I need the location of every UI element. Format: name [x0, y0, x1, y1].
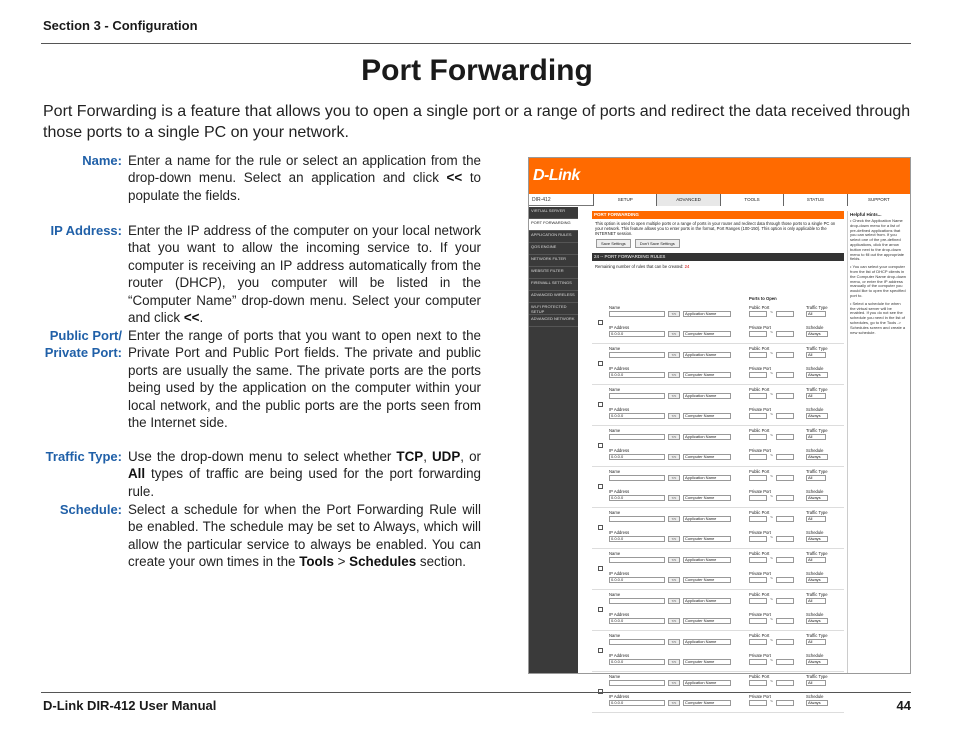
private-port-start[interactable] — [749, 454, 767, 460]
rule-enable-checkbox[interactable] — [598, 525, 603, 530]
private-port-label: Private Port — [749, 325, 771, 330]
ip-fill-button[interactable]: << — [668, 495, 680, 501]
schedule-label: Schedule — [806, 653, 824, 658]
schedule-label: Schedule — [806, 694, 824, 699]
private-port-label: Private Port — [749, 694, 771, 699]
schedule-select[interactable]: Always — [806, 618, 828, 624]
public-port-label: Public Port — [749, 633, 770, 638]
public-port-start[interactable] — [749, 598, 767, 604]
ip-fill-button[interactable]: << — [668, 372, 680, 378]
private-port-end[interactable] — [776, 372, 794, 378]
traffic-type-label: Traffic Type — [806, 551, 828, 556]
tilde: ~ — [770, 679, 773, 685]
name-input[interactable] — [609, 516, 665, 522]
nav-item-qos-engine[interactable]: QOS ENGINE — [529, 243, 578, 255]
dlink-banner — [529, 158, 910, 194]
private-port-end[interactable] — [776, 413, 794, 419]
ip-fill-button[interactable]: << — [668, 536, 680, 542]
top-divider — [41, 43, 911, 44]
desc-schedule: Select a schedule for when the Port Forwarding Rule will be enabled. The schedule may be set to Always, which will allow the particular service to always be enabled. You can create your own times in the Tools > Schedules section. — [128, 502, 481, 570]
page-title: Port Forwarding — [361, 54, 593, 87]
desc-name: Enter a name for the rule or select an application from the drop-down menu. Select an application and click << to populate the fields. — [128, 153, 482, 203]
rule-enable-checkbox[interactable] — [598, 484, 603, 489]
name-label: Name — [609, 592, 621, 597]
private-port-label: Private Port — [749, 653, 771, 658]
ip-label: IP Address — [609, 366, 630, 371]
ip-input[interactable]: 0.0.0.0 — [609, 618, 665, 624]
public-port-start[interactable] — [749, 680, 767, 686]
private-port-label: Private Port — [749, 489, 771, 494]
application-name-select[interactable]: Application Name — [683, 557, 731, 563]
application-name-select[interactable]: Application Name — [683, 311, 731, 317]
private-port-label: Private Port — [749, 571, 771, 576]
ip-input[interactable]: 0.0.0.0 — [609, 372, 665, 378]
computer-name-select[interactable]: Computer Name — [683, 659, 731, 665]
remaining-label: Remaining number of rules that can be created: — [595, 264, 684, 269]
application-name-select[interactable]: Application Name — [683, 393, 731, 399]
nav-item-virtual-server[interactable]: VIRTUAL SERVER — [529, 207, 578, 219]
traffic-type-label: Traffic Type — [806, 387, 828, 392]
public-port-label: Public Port — [749, 305, 770, 310]
public-port-end[interactable] — [776, 352, 794, 358]
nav-item-advanced-network[interactable]: ADVANCED NETWORK — [529, 315, 578, 327]
rule-row — [592, 344, 844, 385]
computer-name-select[interactable]: Computer Name — [683, 413, 731, 419]
name-input[interactable] — [609, 475, 665, 481]
app-fill-button[interactable]: << — [668, 393, 680, 399]
name-label: Name — [609, 346, 621, 351]
tilde: ~ — [770, 576, 773, 582]
name-input[interactable] — [609, 352, 665, 358]
computer-name-select[interactable]: Computer Name — [683, 454, 731, 460]
public-port-start[interactable] — [749, 434, 767, 440]
tab-support[interactable]: SUPPORT — [847, 194, 910, 206]
section-header: Section 3 - Configuration — [43, 18, 198, 33]
schedule-label: Schedule — [806, 366, 824, 371]
private-port-label: Private Port — [749, 530, 771, 535]
name-label: Name — [609, 387, 621, 392]
rule-row — [592, 590, 844, 631]
hint-item: • Check the Application Name drop-down menu for a list of pre-defined applications that you can select from. If you select one of the pre-defined applications, click the arrow button next to the drop-down menu to fill out the appropriate fields. — [850, 218, 905, 262]
schedule-label: Schedule — [806, 612, 824, 617]
nav-item-application-rules[interactable]: APPLICATION RULES — [529, 231, 578, 243]
rule-enable-checkbox[interactable] — [598, 648, 603, 653]
intro-paragraph: Port Forwarding is a feature that allows you to open a single port or a range of ports and redirect the data received through those ports to a single PC on your network. — [43, 103, 911, 141]
desc-ip-address: Enter the IP address of the computer on your local network that you want to allow the incoming service to. If your computer is receiving an IP address automatically from the router (DHCP), you computer will be listed in the “Computer Name” drop-down menu. Select your computer and click <<. — [128, 223, 481, 326]
ip-input[interactable]: 0.0.0.0 — [609, 413, 665, 419]
dont-save-settings-button[interactable]: Don't Save Settings — [635, 239, 680, 248]
rule-enable-checkbox[interactable] — [598, 320, 603, 325]
schedule-label: Schedule — [806, 407, 824, 412]
computer-name-select[interactable]: Computer Name — [683, 372, 731, 378]
public-port-end[interactable] — [776, 639, 794, 645]
schedule-select[interactable]: Always — [806, 536, 828, 542]
private-port-end[interactable] — [776, 659, 794, 665]
computer-name-select[interactable]: Computer Name — [683, 618, 731, 624]
app-fill-button[interactable]: << — [668, 639, 680, 645]
ip-input[interactable]: 0.0.0.0 — [609, 659, 665, 665]
rule-row — [592, 467, 844, 508]
public-port-start[interactable] — [749, 475, 767, 481]
schedule-label: Schedule — [806, 448, 824, 453]
private-port-end[interactable] — [776, 454, 794, 460]
ip-label: IP Address — [609, 612, 630, 617]
private-port-start[interactable] — [749, 700, 767, 706]
nav-item-advanced-wireless[interactable]: ADVANCED WIRELESS — [529, 291, 578, 303]
section-bar: PORT FORWARDING — [592, 211, 844, 219]
schedule-label: Schedule — [806, 489, 824, 494]
rules-bar: 24 -- PORT FORWARDING RULES — [592, 253, 844, 261]
app-fill-button[interactable]: << — [668, 434, 680, 440]
ip-label: IP Address — [609, 325, 630, 330]
tilde: ~ — [770, 535, 773, 541]
application-name-select[interactable]: Application Name — [683, 516, 731, 522]
hints-panel — [847, 211, 909, 673]
private-port-end[interactable] — [776, 577, 794, 583]
schedule-select[interactable]: Always — [806, 372, 828, 378]
schedule-label: Schedule — [806, 530, 824, 535]
tilde: ~ — [770, 371, 773, 377]
name-label: Name — [609, 510, 621, 515]
public-port-end[interactable] — [776, 393, 794, 399]
traffic-type-label: Traffic Type — [806, 674, 828, 679]
rule-enable-checkbox[interactable] — [598, 566, 603, 571]
app-fill-button[interactable]: << — [668, 598, 680, 604]
traffic-type-select[interactable]: All — [806, 598, 826, 604]
name-label: Name — [609, 305, 621, 310]
schedule-select[interactable]: Always — [806, 700, 828, 706]
public-port-label: Public Port — [749, 428, 770, 433]
tilde: ~ — [770, 617, 773, 623]
name-input[interactable] — [609, 557, 665, 563]
application-name-select[interactable]: Application Name — [683, 680, 731, 686]
private-port-end[interactable] — [776, 536, 794, 542]
computer-name-select[interactable]: Computer Name — [683, 495, 731, 501]
footer-manual: D-Link DIR-412 User Manual — [43, 698, 217, 713]
traffic-type-select[interactable]: All — [806, 680, 826, 686]
private-port-start[interactable] — [749, 577, 767, 583]
tilde: ~ — [770, 453, 773, 459]
rule-enable-checkbox[interactable] — [598, 607, 603, 612]
computer-name-select[interactable]: Computer Name — [683, 700, 731, 706]
button-row — [592, 238, 844, 249]
private-port-label: Private Port — [749, 407, 771, 412]
public-port-end[interactable] — [776, 311, 794, 317]
name-label: Name — [609, 469, 621, 474]
public-port-label: Public Port — [749, 469, 770, 474]
top-nav — [529, 194, 910, 206]
term-ip-address: IP Address: — [50, 223, 122, 238]
private-port-end[interactable] — [776, 331, 794, 337]
traffic-type-select[interactable]: All — [806, 434, 826, 440]
public-port-start[interactable] — [749, 311, 767, 317]
tilde: ~ — [770, 638, 773, 644]
rule-row — [592, 426, 844, 467]
traffic-type-label: Traffic Type — [806, 633, 828, 638]
tab-bar — [593, 194, 910, 206]
ip-input[interactable]: 0.0.0.0 — [609, 454, 665, 460]
name-label: Name — [609, 551, 621, 556]
tilde: ~ — [770, 597, 773, 603]
name-label: Name — [609, 633, 621, 638]
app-fill-button[interactable]: << — [668, 352, 680, 358]
tilde: ~ — [770, 699, 773, 705]
public-port-end[interactable] — [776, 475, 794, 481]
left-nav — [529, 207, 578, 673]
hints-body — [848, 218, 909, 339]
public-port-start[interactable] — [749, 557, 767, 563]
name-label: Name — [609, 674, 621, 679]
application-name-select[interactable]: Application Name — [683, 475, 731, 481]
traffic-type-select[interactable]: All — [806, 311, 826, 317]
nav-item-website-filter[interactable]: WEBSITE FILTER — [529, 267, 578, 279]
private-port-end[interactable] — [776, 618, 794, 624]
traffic-type-select[interactable]: All — [806, 557, 826, 563]
model-label: DIR-412 — [532, 197, 551, 203]
nav-item-firewall-settings[interactable]: FIREWALL SETTINGS — [529, 279, 578, 291]
remaining-rules — [592, 261, 844, 272]
ip-fill-button[interactable]: << — [668, 413, 680, 419]
ip-input[interactable]: 0.0.0.0 — [609, 331, 665, 337]
rule-enable-checkbox[interactable] — [598, 443, 603, 448]
tilde: ~ — [770, 330, 773, 336]
public-port-label: Public Port — [749, 674, 770, 679]
app-fill-button[interactable]: << — [668, 311, 680, 317]
traffic-type-label: Traffic Type — [806, 469, 828, 474]
term-schedule: Schedule: — [59, 502, 122, 517]
name-label: Name — [609, 428, 621, 433]
computer-name-select[interactable]: Computer Name — [683, 536, 731, 542]
private-port-start[interactable] — [749, 495, 767, 501]
ports-to-open-label: Ports to Open — [749, 296, 777, 301]
desc-traffic-type: Use the drop-down menu to select whether TCP, UDP, or All types of traffic are being used for the port forwarding rule. — [128, 449, 481, 499]
nav-item-network-filter[interactable]: NETWORK FILTER — [529, 255, 578, 267]
schedule-select[interactable]: Always — [806, 495, 828, 501]
tilde: ~ — [770, 658, 773, 664]
nav-item-port-forwarding[interactable]: PORT FORWARDING — [529, 219, 578, 231]
tilde: ~ — [770, 433, 773, 439]
public-port-start[interactable] — [749, 393, 767, 399]
term-ports: Public Port/ Private Port: — [44, 328, 122, 360]
public-port-label: Public Port — [749, 551, 770, 556]
private-port-start[interactable] — [749, 331, 767, 337]
app-fill-button[interactable]: << — [668, 516, 680, 522]
rule-row — [592, 549, 844, 590]
tab-tools[interactable]: TOOLS — [720, 194, 783, 206]
computer-name-select[interactable]: Computer Name — [683, 577, 731, 583]
private-port-label: Private Port — [749, 612, 771, 617]
public-port-label: Public Port — [749, 387, 770, 392]
footer-page-number: 44 — [896, 698, 911, 713]
application-name-select[interactable]: Application Name — [683, 352, 731, 358]
ip-fill-button[interactable]: << — [668, 577, 680, 583]
router-ui-screenshot — [528, 157, 911, 705]
traffic-type-select[interactable]: All — [806, 516, 826, 522]
traffic-type-label: Traffic Type — [806, 305, 828, 310]
app-fill-button[interactable]: << — [668, 475, 680, 481]
hint-item: • You can select your computer from the list of DHCP clients in the Computer Name drop-down menu, or enter the IP address manually of the computer you would like to open the specified port to. — [850, 264, 907, 298]
section-text: This option is used to open multiple ports or a range of ports in your router and redirect data through those ports to a single PC on your network. This feature allows you to enter ports in the format, Port Ranges (100-150). This option is only applicable to the INTERNET session. — [595, 221, 836, 236]
remaining-value: 24 — [684, 264, 690, 269]
ip-input[interactable]: 0.0.0.0 — [609, 577, 665, 583]
hint-item: • Select a schedule for when the virtual server will be enabled. If you do not see the schedule you need in the list of schedules, go to the Tools -> Schedules screen and create a new schedule. — [850, 300, 906, 335]
desc-ports: Enter the range of ports that you want to open next to the Private Port and Public Port fields. The private and public ports are usually the same. The private ports are the ports being used by the application on the computer within your local network, and the public ports are the ports seen from the Internet side. — [128, 328, 481, 431]
ip-label: IP Address — [609, 407, 630, 412]
ip-fill-button[interactable]: << — [668, 331, 680, 337]
name-input[interactable] — [609, 639, 665, 645]
ip-label: IP Address — [609, 448, 630, 453]
application-name-select[interactable]: Application Name — [683, 598, 731, 604]
ip-input[interactable]: 0.0.0.0 — [609, 536, 665, 542]
schedule-select[interactable]: Always — [806, 659, 828, 665]
public-port-start[interactable] — [749, 516, 767, 522]
public-port-end[interactable] — [776, 434, 794, 440]
traffic-type-label: Traffic Type — [806, 510, 828, 515]
private-port-start[interactable] — [749, 536, 767, 542]
schedule-select[interactable]: Always — [806, 331, 828, 337]
schedule-select[interactable]: Always — [806, 454, 828, 460]
tilde: ~ — [770, 412, 773, 418]
rule-enable-checkbox[interactable] — [598, 361, 603, 366]
traffic-type-label: Traffic Type — [806, 592, 828, 597]
traffic-type-label: Traffic Type — [806, 428, 828, 433]
ip-fill-button[interactable]: << — [668, 700, 680, 706]
ip-input[interactable]: 0.0.0.0 — [609, 495, 665, 501]
private-port-end[interactable] — [776, 700, 794, 706]
ip-label: IP Address — [609, 489, 630, 494]
dlink-logo: D-Link — [533, 167, 580, 184]
application-name-select[interactable]: Application Name — [683, 639, 731, 645]
ip-fill-button[interactable]: << — [668, 618, 680, 624]
tab-setup[interactable]: SETUP — [593, 194, 656, 206]
app-fill-button[interactable]: << — [668, 680, 680, 686]
tilde: ~ — [770, 515, 773, 521]
ip-label: IP Address — [609, 694, 630, 699]
ip-label: IP Address — [609, 530, 630, 535]
name-input[interactable] — [609, 311, 665, 317]
ip-fill-button[interactable]: << — [668, 659, 680, 665]
tilde: ~ — [770, 351, 773, 357]
ip-label: IP Address — [609, 653, 630, 658]
tilde: ~ — [770, 474, 773, 480]
traffic-type-select[interactable]: All — [806, 393, 826, 399]
schedule-label: Schedule — [806, 571, 824, 576]
rule-row — [592, 508, 844, 549]
rule-row — [592, 303, 844, 344]
traffic-type-select[interactable]: All — [806, 352, 826, 358]
public-port-label: Public Port — [749, 592, 770, 597]
schedule-select[interactable]: Always — [806, 413, 828, 419]
private-port-label: Private Port — [749, 448, 771, 453]
ip-label: IP Address — [609, 571, 630, 576]
application-name-select[interactable]: Application Name — [683, 434, 731, 440]
tab-advanced[interactable]: ADVANCED — [656, 194, 719, 206]
ip-fill-button[interactable]: << — [668, 454, 680, 460]
traffic-type-select[interactable]: All — [806, 475, 826, 481]
schedule-label: Schedule — [806, 325, 824, 330]
term-name: Name: — [82, 153, 122, 168]
public-port-end[interactable] — [776, 557, 794, 563]
traffic-type-label: Traffic Type — [806, 346, 828, 351]
hints-title: Helpful Hints... — [850, 212, 882, 217]
public-port-end[interactable] — [776, 680, 794, 686]
name-input[interactable] — [609, 434, 665, 440]
public-port-start[interactable] — [749, 352, 767, 358]
public-port-label: Public Port — [749, 346, 770, 351]
tilde: ~ — [770, 556, 773, 562]
private-port-start[interactable] — [749, 618, 767, 624]
private-port-end[interactable] — [776, 495, 794, 501]
rules-list — [592, 303, 844, 713]
public-port-label: Public Port — [749, 510, 770, 515]
tab-status[interactable]: STATUS — [783, 194, 846, 206]
ip-input[interactable]: 0.0.0.0 — [609, 700, 665, 706]
rule-row — [592, 631, 844, 672]
rule-row — [592, 385, 844, 426]
name-input[interactable] — [609, 598, 665, 604]
term-traffic-type: Traffic Type: — [45, 449, 122, 464]
public-port-end[interactable] — [776, 598, 794, 604]
app-fill-button[interactable]: << — [668, 557, 680, 563]
private-port-label: Private Port — [749, 366, 771, 371]
bottom-divider — [41, 692, 911, 693]
traffic-type-select[interactable]: All — [806, 639, 826, 645]
private-port-start[interactable] — [749, 372, 767, 378]
private-port-start[interactable] — [749, 659, 767, 665]
name-input[interactable] — [609, 680, 665, 686]
public-port-start[interactable] — [749, 639, 767, 645]
private-port-start[interactable] — [749, 413, 767, 419]
save-settings-button[interactable]: Save Settings — [596, 239, 631, 248]
schedule-select[interactable]: Always — [806, 577, 828, 583]
computer-name-select[interactable]: Computer Name — [683, 331, 731, 337]
tilde: ~ — [770, 494, 773, 500]
tilde: ~ — [770, 392, 773, 398]
nav-item-wi-fi-protected-setup[interactable]: WI-FI PROTECTED SETUP — [529, 303, 578, 315]
name-input[interactable] — [609, 393, 665, 399]
public-port-end[interactable] — [776, 516, 794, 522]
main-panel — [592, 211, 844, 705]
tilde: ~ — [770, 310, 773, 316]
rule-enable-checkbox[interactable] — [598, 402, 603, 407]
